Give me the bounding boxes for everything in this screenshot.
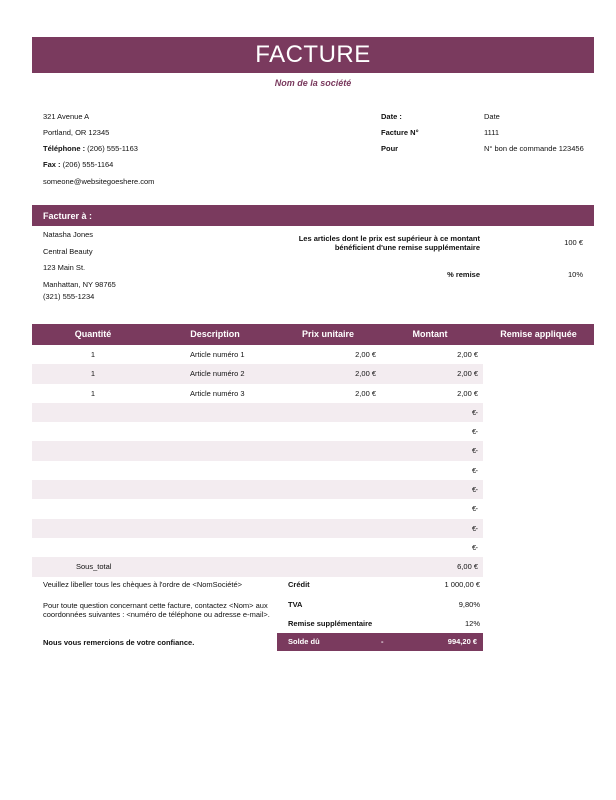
row-amount: - [475,523,478,533]
table-row [32,519,483,538]
cheques-note: Veuillez libeller tous les chèques à l'ordre de <NomSociété> [43,580,243,589]
table-row [32,441,483,460]
tva-value: 9,80% [458,600,480,609]
items-table-body [32,345,594,557]
discount-pct-value: 10% [567,270,583,279]
row-amount: - [475,407,478,417]
table-row [32,364,483,383]
row-quantity: 1 [90,388,96,398]
bill-to-phone: (321) 555-1234 [43,292,95,301]
question-note-line2: coordonnées suivantes : <numéro de téléphone ou adresse e-mail>. [43,610,270,619]
bill-to-label: Facturer à : [43,210,93,221]
row-unit-price [290,499,376,518]
discount-pct-label: % remise [447,270,480,279]
row-unit-price [290,461,376,480]
table-row [32,422,483,441]
thanks-note: Nous vous remercions de votre confiance. [43,638,195,647]
discount-threshold-value: 100 € [564,238,583,247]
row-quantity [32,499,154,518]
row-amount: 2,00 € [457,350,478,359]
discount-threshold-text2: bénéficient d'une remise supplémentaire [334,243,480,252]
row-currency: € [472,465,477,475]
row-unit-price: 2,00 € [355,388,376,398]
row-unit-price: 2,00 € [355,369,376,379]
discount-threshold-text1: Les articles dont le prix est supérieur à ce montant [298,234,480,243]
col-discount-header: Remise appliquée [500,329,577,339]
row-unit-price [290,538,376,557]
row-amount: - [475,427,478,437]
row-quantity [32,480,154,499]
row-description: Article numéro 3 [190,388,245,398]
bill-to-band [32,205,594,226]
extra-discount-value: 12% [464,619,480,628]
table-row [32,499,483,518]
row-currency: € [472,407,477,417]
phone-label: Téléphone : [43,144,86,153]
row-quantity [32,461,154,480]
extra-discount-label: Remise supplémentaire [288,619,373,628]
items-table [32,324,594,577]
row-unit-price [290,480,376,499]
row-quantity [32,403,154,422]
table-row [32,461,483,480]
date-value: Date [484,112,500,121]
row-quantity [32,519,154,538]
credit-value: 1 000,00 € [444,580,480,589]
invoice-title: FACTURE [255,41,371,68]
row-unit-price [290,441,376,460]
sender-address-line2: Portland, OR 12345 [43,128,110,137]
sender-address-line1: 321 Avenue A [43,112,90,121]
row-quantity: 1 [90,369,96,379]
bill-to-name: Natasha Jones [43,230,94,239]
subtotal-value: 6,00 € [457,562,478,572]
row-currency [472,384,480,403]
row-amount: - [475,542,478,552]
table-row [32,538,483,557]
subtotal-row [32,557,483,576]
subtotal-label: Sous_total [76,562,112,572]
col-unit-price-header: Prix unitaire [301,329,355,339]
row-quantity: 1 [90,350,96,359]
row-amount: 2,00 € [457,369,478,379]
row-description: Article numéro 1 [190,350,245,359]
row-unit-price [290,519,376,538]
row-currency: € [472,523,477,533]
for-value: N° bon de commande 123456 [484,144,584,153]
sender-phone [43,144,138,153]
bill-to-address1: 123 Main St. [43,263,86,272]
row-amount: - [475,504,478,514]
fax-label: Fax : [43,160,61,169]
question-note-line1: Pour toute question concernant cette facture, contactez <Nom> aux [43,601,268,610]
row-amount: - [475,485,478,495]
credit-label: Crédit [288,580,310,589]
invoice-number-label: Facture N° [381,128,419,137]
row-amount: 2,00 € [457,388,478,398]
row-currency [472,345,480,364]
row-unit-price [290,403,376,422]
row-unit-price [290,422,376,441]
row-currency [472,364,480,383]
balance-due-value: 994,20 € [447,637,477,646]
balance-due-label: Solde dû [288,637,320,646]
row-unit-price: 2,00 € [355,350,376,359]
table-row [32,384,483,403]
table-row [32,345,483,364]
sender-email: someone@websitegoeshere.com [43,177,155,186]
fax-value: (206) 555-1164 [60,160,114,169]
bill-to-company: Central Beauty [43,247,93,256]
company-name: Nom de la société [274,78,352,88]
row-quantity [32,538,154,557]
row-amount: - [475,465,478,475]
balance-due-dash: - [381,637,384,646]
table-row [32,403,483,422]
row-currency: € [472,542,477,552]
sender-fax [43,160,113,169]
row-quantity [32,441,154,460]
row-quantity [32,422,154,441]
col-quantity-header: Quantité [74,329,112,339]
bill-to-address2: Manhattan, NY 98765 [43,280,116,289]
row-currency: € [472,427,477,437]
items-table-header [32,324,594,345]
balance-due-band [277,633,483,651]
row-amount: - [475,446,478,456]
tva-label: TVA [288,600,303,609]
for-label: Pour [381,144,399,153]
invoice-number-value: 1111 [484,128,500,137]
col-amount-header: Montant [412,329,448,339]
row-currency: € [472,485,477,495]
col-description-header: Description [190,329,240,339]
phone-value: (206) 555-1163 [85,144,138,153]
row-currency: € [472,504,477,514]
table-row [32,480,483,499]
row-description: Article numéro 2 [190,369,245,379]
date-label: Date : [381,112,402,121]
row-currency: € [472,446,477,456]
invoice-title-band [32,37,594,73]
